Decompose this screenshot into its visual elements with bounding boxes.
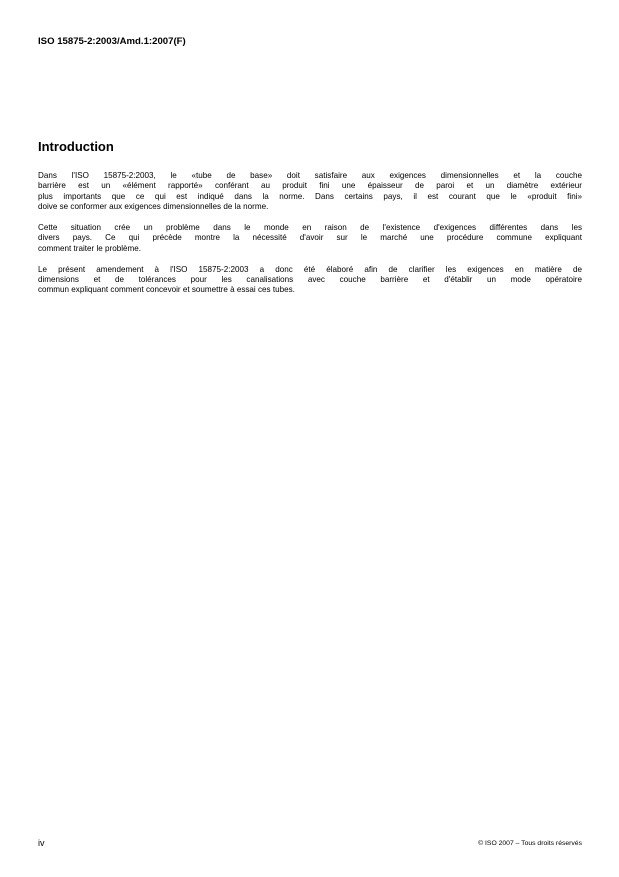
text-line: comment traiter le problème. [38, 243, 142, 253]
text-line: plus importants que ce qui est indiqué dans la norme. Dans certains pays, il est courant que le «produit fini» [38, 191, 582, 201]
text-line: barrière est un «élément rapporté» conférant au produit fini une épaisseur de paroi et un diamètre extérieur [38, 181, 582, 191]
text-line: dimensions et de tolérances pour les canalisations avec couche barrière et d'établir un mode opératoire [38, 275, 582, 285]
paragraph [38, 171, 582, 213]
paragraph [38, 265, 582, 296]
section-body [38, 171, 582, 306]
text-line: commun expliquant comment concevoir et soumettre à essai ces tubes. [38, 285, 295, 295]
section-title: Introduction [38, 139, 114, 154]
text-line: Dans l'ISO 15875-2:2003, le «tube de base» doit satisfaire aux exigences dimensionnelles et la couche [38, 171, 582, 180]
text-line: Le présent amendement à l'ISO 15875-2:2003 a donc été élaboré afin de clarifier les exigences en matière de [38, 264, 582, 274]
page-number: iv [38, 838, 45, 848]
document-header-id: ISO 15875-2:2003/Amd.1:2007(F) [38, 36, 186, 47]
copyright-notice: © ISO 2007 – Tous droits réservés [478, 840, 582, 847]
paragraph [38, 223, 582, 254]
text-line: divers pays. Ce qui précède montre la nécessité d'avoir sur le marché une procédure commune expliquant [38, 233, 582, 243]
text-line: doive se conformer aux exigences dimensionnelles de la norme. [38, 202, 269, 212]
text-line: Cette situation crée un problème dans le monde en raison de l'existence d'exigences différentes dans les [38, 223, 582, 233]
